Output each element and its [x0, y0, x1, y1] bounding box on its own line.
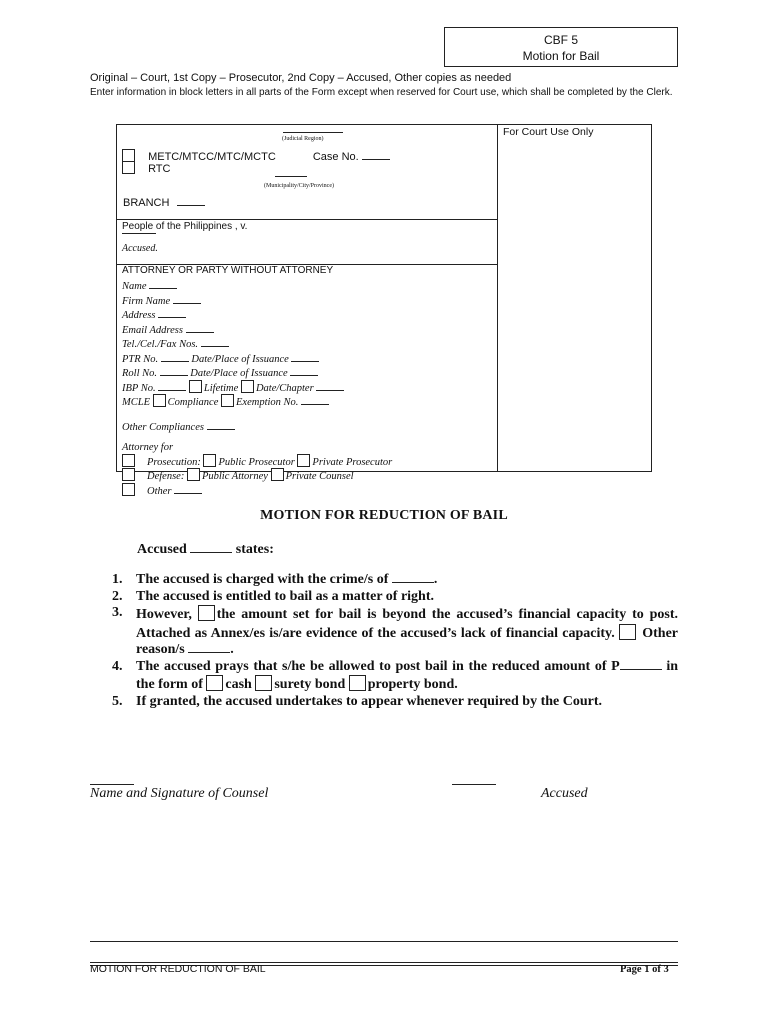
private-prosecutor-checkbox[interactable] — [297, 454, 310, 467]
motion-item-5 — [112, 694, 678, 711]
accused-name-blank[interactable] — [190, 542, 232, 553]
tel-label: Tel./Cel./Fax Nos. — [122, 339, 199, 350]
private-counsel-label: Private Counsel — [285, 471, 354, 482]
branch-field[interactable] — [177, 195, 205, 206]
roll-date-place-field[interactable] — [290, 365, 318, 376]
crime-field[interactable] — [392, 572, 434, 583]
email-field[interactable] — [186, 322, 214, 333]
ptr-label: PTR No. — [122, 353, 159, 365]
accused-signature-label: Accused — [541, 786, 588, 801]
form-instructions: Enter information in block letters in all parts of the Form except when reserved for Court use, which shall be completed by the Clerk. — [90, 87, 673, 98]
lifetime-label: Lifetime — [203, 382, 239, 394]
cash-label: cash — [225, 677, 252, 692]
private-prosecutor-label: Private Prosecutor — [312, 456, 393, 468]
judicial-region-line — [283, 132, 343, 133]
date-chapter-checkbox[interactable] — [241, 380, 254, 393]
accused-states-a: Accused — [137, 542, 187, 557]
public-attorney-label: Public Attorney — [201, 471, 268, 482]
municipality-label: (Municipality/City/Province) — [264, 183, 334, 189]
lifetime-checkbox[interactable] — [189, 380, 202, 393]
exemption-label: Exemption No. — [236, 397, 299, 408]
case-no-field[interactable] — [362, 149, 390, 160]
roll-date-place-label: Date/Place of Issuance — [190, 368, 288, 379]
exemption-checkbox[interactable] — [221, 394, 234, 407]
motion-items — [112, 572, 678, 710]
financial-capacity-checkbox[interactable] — [198, 605, 215, 621]
court-option-metc: METC/MTCC/MTC/MCTC — [148, 151, 276, 163]
branch-label: BRANCH — [123, 197, 170, 209]
other-reason-checkbox[interactable] — [619, 624, 636, 640]
address-field[interactable] — [158, 307, 186, 318]
people-label: People of the Philippines , v. — [122, 221, 248, 232]
other-compliances-label: Other Compliances — [122, 421, 204, 433]
page-number: Page 1 of 3 — [620, 964, 669, 975]
public-prosecutor-label: Public Prosecutor — [218, 456, 295, 468]
roll-label: Roll No. — [122, 368, 158, 379]
name-label: Name — [122, 281, 147, 292]
ibp-label: IBP No. — [122, 382, 156, 394]
attorney-details — [122, 278, 392, 497]
accused-name-field[interactable] — [122, 233, 156, 234]
ptr-date-place-label: Date/Place of Issuance — [191, 353, 289, 365]
accused-label: Accused. — [122, 243, 158, 254]
ptr-date-place-field[interactable] — [291, 351, 319, 362]
footer-title: MOTION FOR REDUCTION OF BAIL — [90, 963, 266, 975]
defense-label: Defense: — [147, 471, 185, 482]
defense-checkbox[interactable] — [122, 468, 135, 481]
item-text-3c: Other reason/s — [136, 625, 678, 657]
court-option-rtc: RTC — [148, 163, 171, 175]
other-reason-field[interactable] — [188, 642, 230, 653]
property-bond-label: property bond. — [367, 677, 458, 692]
address-label: Address — [122, 310, 156, 321]
item-number-4: 4. — [112, 658, 123, 674]
surety-bond-checkbox[interactable] — [255, 675, 272, 691]
motion-title: MOTION FOR REDUCTION OF BAIL — [260, 508, 508, 523]
compliance-label: Compliance — [167, 397, 219, 408]
attorney-heading: ATTORNEY OR PARTY WITHOUT ATTORNEY — [122, 265, 334, 276]
private-counsel-checkbox[interactable] — [271, 468, 284, 481]
accused-signature-line[interactable] — [452, 783, 496, 785]
motion-item-1: 1. The accused is charged with the crime/s of . — [112, 572, 438, 587]
accused-states-b: states: — [235, 542, 274, 557]
public-prosecutor-checkbox[interactable] — [203, 454, 216, 467]
item-number-2: 2. — [112, 588, 123, 604]
email-label: Email Address — [122, 324, 183, 336]
tel-field[interactable] — [201, 336, 229, 347]
item-text-3b: the amount set for bail is beyond the accused’s financial capacity to post. Attached as Annex/es is/are evidence of the accused’s lack of financial capacity. — [136, 607, 679, 641]
item-text-2: The accused is entitled to bail as a matter of right. — [136, 588, 434, 604]
caption-divider-1 — [116, 219, 498, 220]
exemption-field[interactable] — [301, 394, 329, 405]
prosecution-label: Prosecution: — [147, 456, 201, 468]
ibp-field[interactable] — [158, 380, 186, 391]
court-use-divider — [497, 124, 498, 472]
case-no-label: Case No. — [312, 151, 359, 163]
public-attorney-checkbox[interactable] — [187, 468, 200, 481]
reduced-amount-field[interactable] — [620, 659, 662, 670]
other-compliances-field[interactable] — [207, 419, 235, 430]
other-party-field[interactable] — [174, 483, 202, 494]
item-text-3a: However, — [136, 607, 192, 622]
counsel-signature-line[interactable] — [90, 783, 134, 785]
motion-item-3: 3. However, the amount set for bail is beyond the accused’s financial capacity to post. Attached as Annex/es is/are evidence of the accused’s lack of financial capacity. Other reason/s . — [112, 605, 679, 657]
prosecution-checkbox[interactable] — [122, 454, 135, 467]
firm-name-label: Firm Name — [122, 295, 171, 307]
court-use-label: For Court Use Only — [503, 126, 594, 138]
attorney-for-label: Attorney for — [122, 442, 174, 453]
item-number-1: 1. — [112, 572, 123, 587]
date-chapter-label: Date/Chapter — [255, 382, 314, 394]
firm-name-field[interactable] — [173, 293, 201, 304]
ptr-field[interactable] — [161, 351, 189, 362]
other-party-label: Other — [147, 485, 172, 497]
copies-distribution: Original – Court, 1st Copy – Prosecutor, 2nd Copy – Accused, Other copies as needed — [90, 72, 512, 84]
rtc-checkbox[interactable] — [122, 161, 135, 174]
motion-item-4 — [112, 659, 678, 694]
item-text-4b: in the form of — [136, 658, 678, 692]
compliance-checkbox[interactable] — [153, 394, 166, 407]
surety-bond-label: surety bond — [274, 677, 346, 692]
motion-item-2 — [112, 589, 678, 606]
judicial-region-label: (Judicial Region) — [282, 136, 324, 142]
form-code: CBF 5 — [543, 33, 578, 47]
cash-checkbox[interactable] — [206, 675, 223, 691]
other-party-checkbox[interactable] — [122, 483, 135, 496]
item-number-5: 5. — [112, 693, 123, 709]
municipality-line — [275, 176, 307, 177]
accused-states-line — [137, 542, 274, 558]
roll-field[interactable] — [160, 365, 188, 376]
form-name: Motion for Bail — [522, 49, 600, 63]
date-chapter-field[interactable] — [316, 380, 344, 391]
property-bond-checkbox[interactable] — [349, 675, 366, 691]
mcle-label: MCLE — [122, 397, 151, 408]
counsel-signature-label: Name and Signature of Counsel — [90, 786, 269, 801]
name-field[interactable] — [149, 278, 177, 289]
form-code-box — [444, 27, 678, 67]
item-text-4a: The accused prays that s/he be allowed to post bail in the reduced amount of P — [136, 658, 620, 674]
item-text-5: If granted, the accused undertakes to appear whenever required by the Court. — [136, 693, 603, 709]
item-number-3: 3. — [112, 605, 123, 620]
footer-rule-top — [90, 941, 678, 942]
item-text-1: The accused is charged with the crime/s of — [136, 572, 389, 587]
